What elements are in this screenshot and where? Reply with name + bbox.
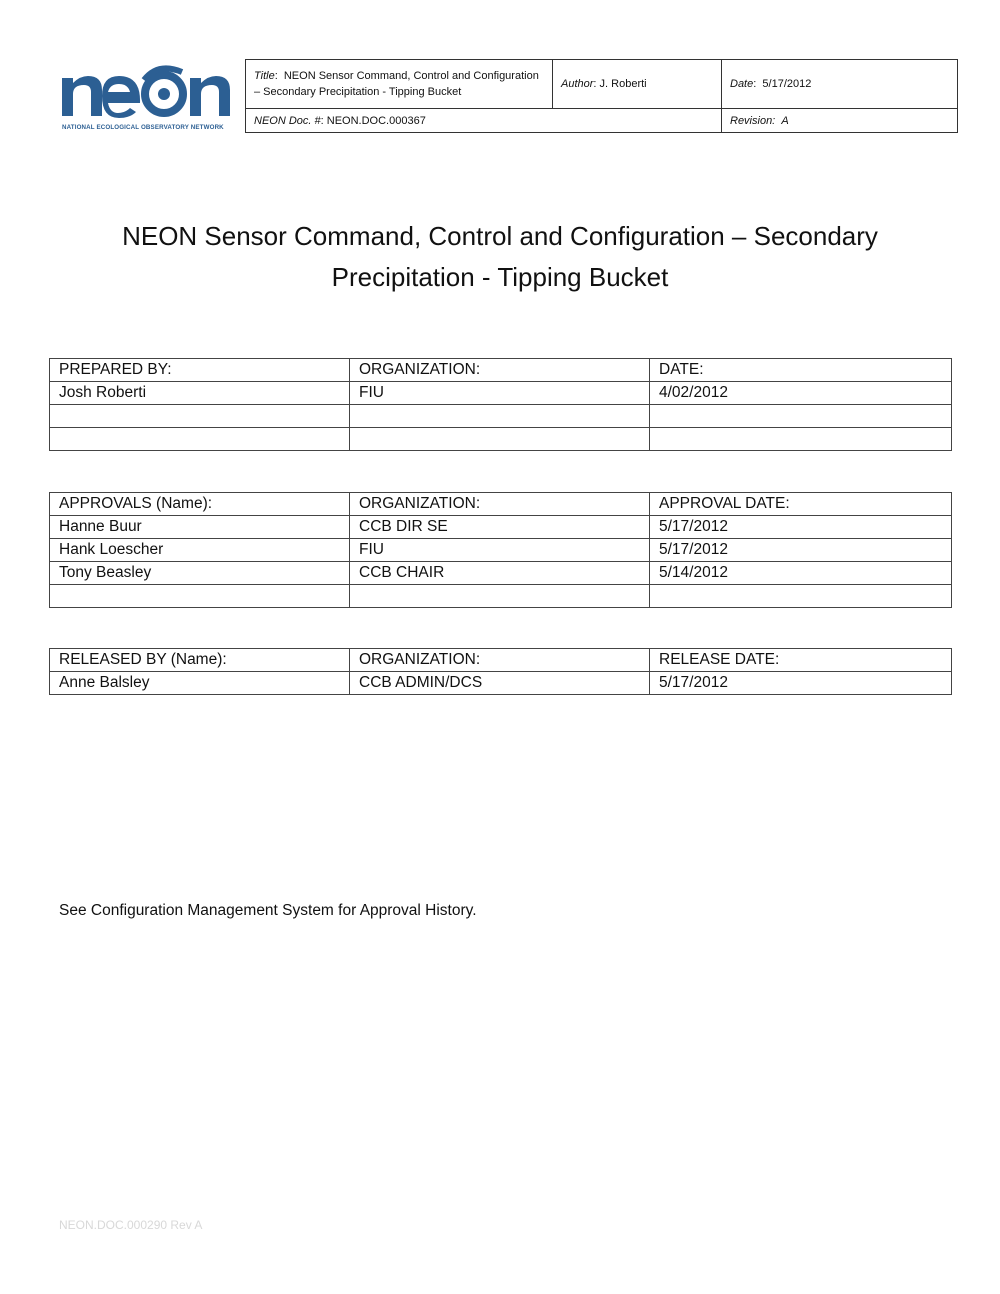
table-header-row xyxy=(50,493,952,516)
table-cell xyxy=(650,585,952,608)
revision-cell xyxy=(722,109,958,133)
approval-history-note: See Configuration Management System for Approval History. xyxy=(59,902,477,919)
table-cell: 5/14/2012 xyxy=(650,562,952,585)
table-cell: CCB DIR SE xyxy=(350,516,650,539)
revision-label: Revision: xyxy=(730,114,776,127)
header-cell: RELEASED BY (Name): xyxy=(50,649,350,672)
table-cell xyxy=(50,428,350,451)
header-cell: PREPARED BY: xyxy=(50,359,350,382)
header-cell: ORGANIZATION: xyxy=(350,493,650,516)
table-cell: Anne Balsley xyxy=(50,672,350,695)
neon-logo-mark xyxy=(58,58,238,122)
table-row xyxy=(50,428,952,451)
title-label: Title xyxy=(254,70,275,82)
table-cell: 5/17/2012 xyxy=(650,539,952,562)
revision-value: A xyxy=(781,114,789,127)
logo-subtitle: NATIONAL ECOLOGICAL OBSERVATORY NETWORK xyxy=(62,124,224,131)
author-label: Author xyxy=(561,78,594,90)
table-row xyxy=(50,539,952,562)
table-row xyxy=(50,405,952,428)
table-cell: 5/17/2012 xyxy=(650,516,952,539)
author-cell: Author: J. Roberti xyxy=(553,60,722,109)
header-cell: ORGANIZATION: xyxy=(350,359,650,382)
table-cell xyxy=(650,405,952,428)
table-cell xyxy=(350,428,650,451)
table-cell xyxy=(350,405,650,428)
header-cell: RELEASE DATE: xyxy=(650,649,952,672)
approvals-table xyxy=(49,492,952,608)
table-row xyxy=(50,672,952,695)
prepared-by-table xyxy=(49,358,952,451)
table-cell xyxy=(350,585,650,608)
table-cell: Hanne Buur xyxy=(50,516,350,539)
table-header-row xyxy=(50,359,952,382)
table-cell: CCB CHAIR xyxy=(350,562,650,585)
table-cell: Josh Roberti xyxy=(50,382,350,405)
table-cell: Tony Beasley xyxy=(50,562,350,585)
doc-value: NEON.DOC.000367 xyxy=(326,114,426,127)
page-footer: NEON.DOC.000290 Rev A xyxy=(59,1218,203,1232)
title-line-1: NEON Sensor Command, Control and Configuration – Secondary xyxy=(122,221,878,251)
table-row xyxy=(50,382,952,405)
table-header-row xyxy=(50,649,952,672)
table-cell: Hank Loescher xyxy=(50,539,350,562)
table-cell: FIU xyxy=(350,382,650,405)
table-cell: 4/02/2012 xyxy=(650,382,952,405)
table-cell xyxy=(650,428,952,451)
table-cell xyxy=(50,405,350,428)
table-cell xyxy=(50,585,350,608)
date-label: Date xyxy=(730,78,754,90)
date-value: 5/17/2012 xyxy=(762,78,812,90)
header-cell: ORGANIZATION: xyxy=(350,649,650,672)
doc-number-cell: NEON Doc. #: NEON.DOC.000367 xyxy=(246,109,722,133)
document-header-table xyxy=(245,59,958,133)
table-cell: FIU xyxy=(350,539,650,562)
released-by-table xyxy=(49,648,952,695)
header-cell: APPROVALS (Name): xyxy=(50,493,350,516)
title-line-2: Precipitation - Tipping Bucket xyxy=(331,262,669,292)
table-row xyxy=(50,562,952,585)
date-cell: Date: 5/17/2012 xyxy=(722,60,958,109)
neon-logo xyxy=(58,58,238,134)
table-row xyxy=(50,585,952,608)
doc-label: NEON Doc. # xyxy=(254,114,321,127)
title-value: NEON Sensor Command, Control and Configuration – Secondary Precipitation - Tipping Bucket xyxy=(254,70,539,98)
header-cell: DATE: xyxy=(650,359,952,382)
document-title xyxy=(60,216,940,298)
table-row xyxy=(50,516,952,539)
table-cell: CCB ADMIN/DCS xyxy=(350,672,650,695)
author-value: J. Roberti xyxy=(599,78,647,90)
table-cell: 5/17/2012 xyxy=(650,672,952,695)
header-cell: APPROVAL DATE: xyxy=(650,493,952,516)
title-cell: Title: NEON Sensor Command, Control and Configuration – Secondary Precipitation - Tipping Bucket xyxy=(246,60,553,109)
